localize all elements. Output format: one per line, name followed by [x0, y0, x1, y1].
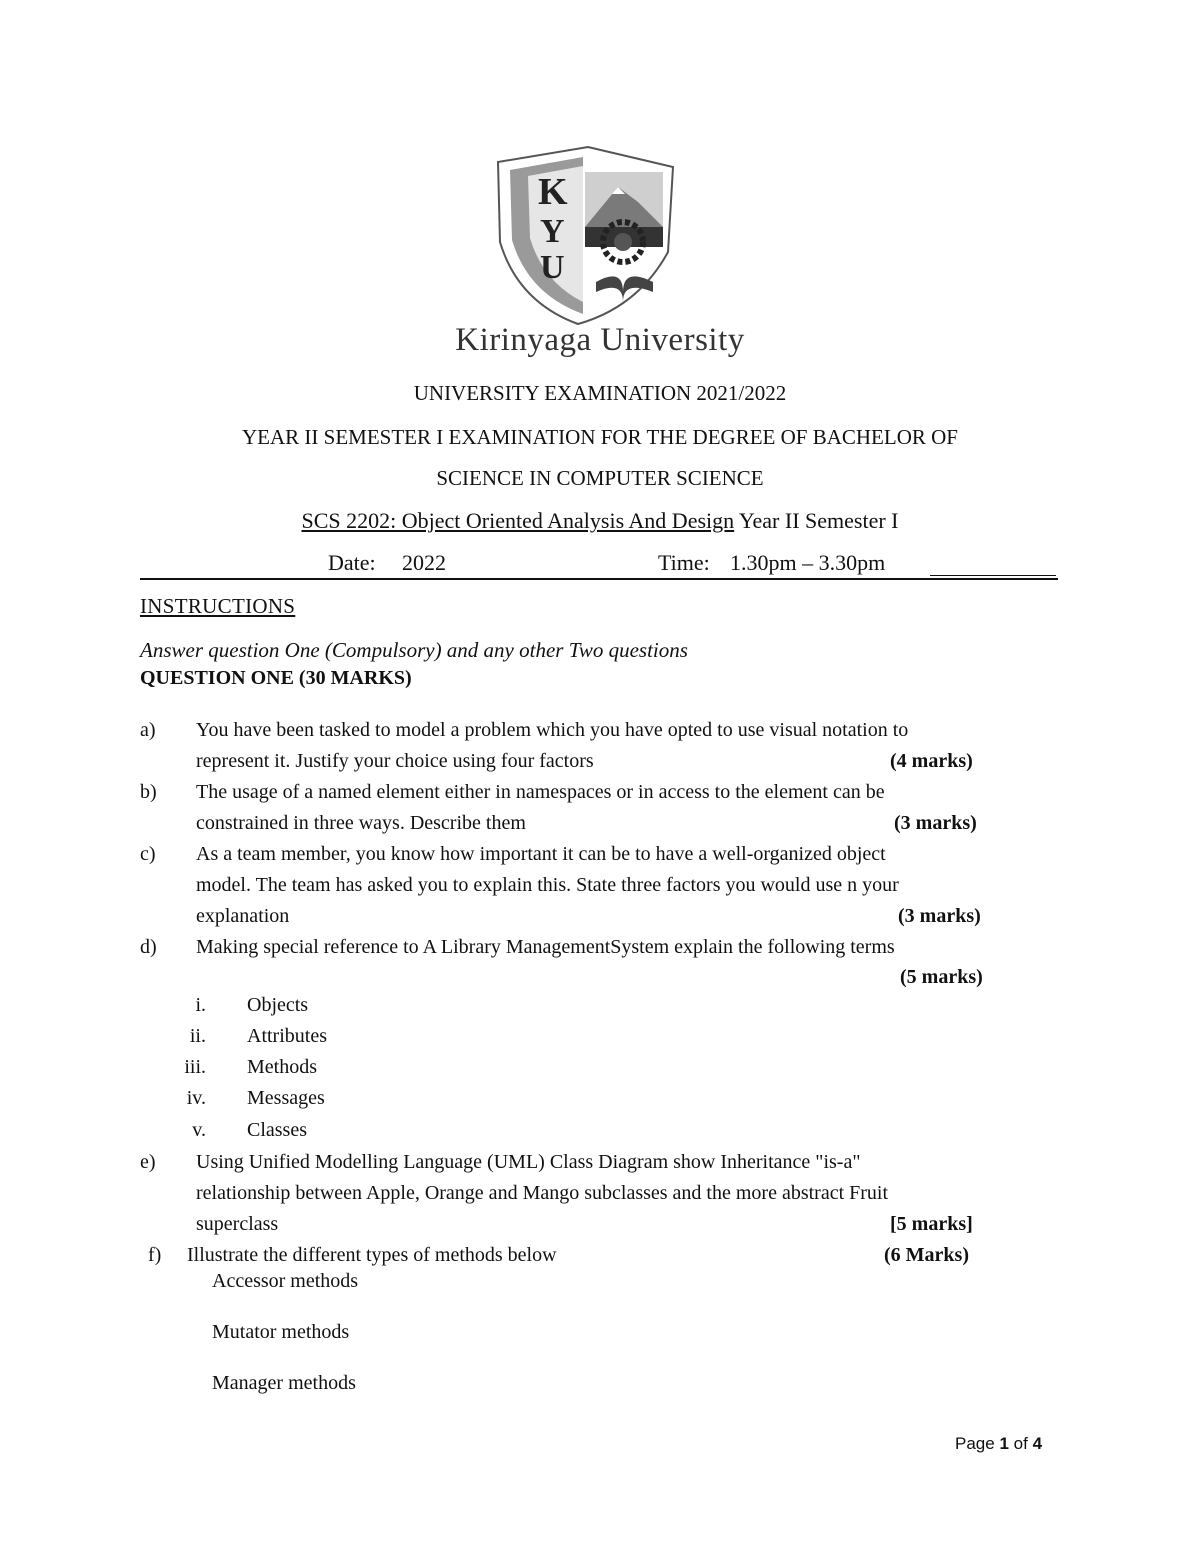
- part-c-label: c): [140, 843, 156, 865]
- method-accessor: Accessor methods: [212, 1270, 359, 1292]
- term-num-4: iv.: [186, 1087, 206, 1109]
- term-num-2: ii.: [189, 1025, 206, 1047]
- term-num-3: iii.: [184, 1056, 206, 1078]
- university-name: Kirinyaga University: [455, 322, 745, 358]
- part-f-marks: (6 Marks): [884, 1244, 969, 1266]
- part-a-line-2: represent it. Justify your choice using four factors: [196, 750, 594, 772]
- course-title: [0, 508, 1200, 534]
- part-b-marks: (3 marks): [894, 812, 977, 834]
- part-b-line-1: The usage of a named element either in namespaces or in access to the element can be: [196, 781, 885, 803]
- part-d-label: d): [140, 936, 157, 958]
- term-objects: Objects: [247, 994, 309, 1016]
- part-c-line-2: model. The team has asked you to explain this. State three factors you would use n your: [196, 874, 899, 896]
- time-value: 1.30pm – 3.30pm: [730, 550, 886, 575]
- term-num-5: v.: [192, 1119, 206, 1141]
- part-c-marks: (3 marks): [898, 905, 981, 927]
- page-of: of: [1013, 1434, 1028, 1453]
- part-a-line-1: You have been tasked to model a problem which you have opted to use visual notation to: [196, 719, 909, 741]
- term-messages: Messages: [247, 1087, 325, 1109]
- university-logo: [488, 142, 688, 327]
- part-e-marks: [5 marks]: [890, 1213, 973, 1235]
- part-e-line-3: superclass: [196, 1213, 279, 1235]
- page-total: 4: [1032, 1434, 1043, 1453]
- method-manager: Manager methods: [212, 1372, 356, 1394]
- time-label: Time:: [658, 550, 710, 575]
- page-current: 1: [999, 1434, 1009, 1453]
- part-f-line-1: Illustrate the different types of methods below: [187, 1244, 557, 1266]
- logo-letter-k: K: [538, 171, 568, 213]
- part-e-line-2: relationship between Apple, Orange and Mango subclasses and the more abstract Fruit: [196, 1182, 889, 1204]
- part-b-label: b): [140, 781, 157, 803]
- course-suffix: Year II Semester I: [734, 508, 899, 533]
- instructions-text: Answer question One (Compulsory) and any other Two questions: [140, 638, 688, 662]
- instructions-heading: INSTRUCTIONS: [140, 594, 296, 618]
- degree-line-1: YEAR II SEMESTER I EXAMINATION FOR THE DEGREE OF BACHELOR OF: [242, 425, 958, 449]
- page-word: Page: [955, 1434, 995, 1453]
- question-one-heading: QUESTION ONE (30 MARKS): [140, 667, 412, 689]
- date-value: 2022: [402, 550, 446, 575]
- logo-letter-u: U: [540, 249, 565, 286]
- logo-letter-y: Y: [540, 213, 565, 250]
- part-b-line-2: constrained in three ways. Describe them: [196, 812, 526, 834]
- part-e-label: e): [140, 1151, 156, 1173]
- term-classes: Classes: [247, 1119, 307, 1141]
- part-a-label: a): [140, 719, 156, 741]
- blank-line: [930, 575, 1056, 576]
- term-attributes: Attributes: [247, 1025, 327, 1047]
- header-divider: [140, 578, 1058, 580]
- part-d-line-1: Making special reference to A Library ManagementSystem explain the following terms: [196, 936, 895, 958]
- term-methods: Methods: [247, 1056, 317, 1078]
- method-mutator: Mutator methods: [212, 1321, 350, 1343]
- part-d-marks: (5 marks): [900, 966, 983, 988]
- term-num-1: i.: [195, 994, 206, 1016]
- part-e-line-1: Using Unified Modelling Language (UML) Class Diagram show Inheritance "is-a": [196, 1151, 861, 1173]
- date-label: Date:: [328, 550, 376, 575]
- part-f-label: f): [148, 1244, 162, 1266]
- course-code-title: SCS 2202: Object Oriented Analysis And Design: [301, 508, 735, 533]
- degree-line-2: SCIENCE IN COMPUTER SCIENCE: [436, 466, 764, 490]
- exam-title: UNIVERSITY EXAMINATION 2021/2022: [413, 381, 787, 405]
- page-number: [955, 1434, 1042, 1454]
- part-c-line-1: As a team member, you know how important it can be to have a well-organized object: [196, 843, 886, 865]
- part-a-marks: (4 marks): [890, 750, 973, 772]
- part-c-line-3: explanation: [196, 905, 290, 927]
